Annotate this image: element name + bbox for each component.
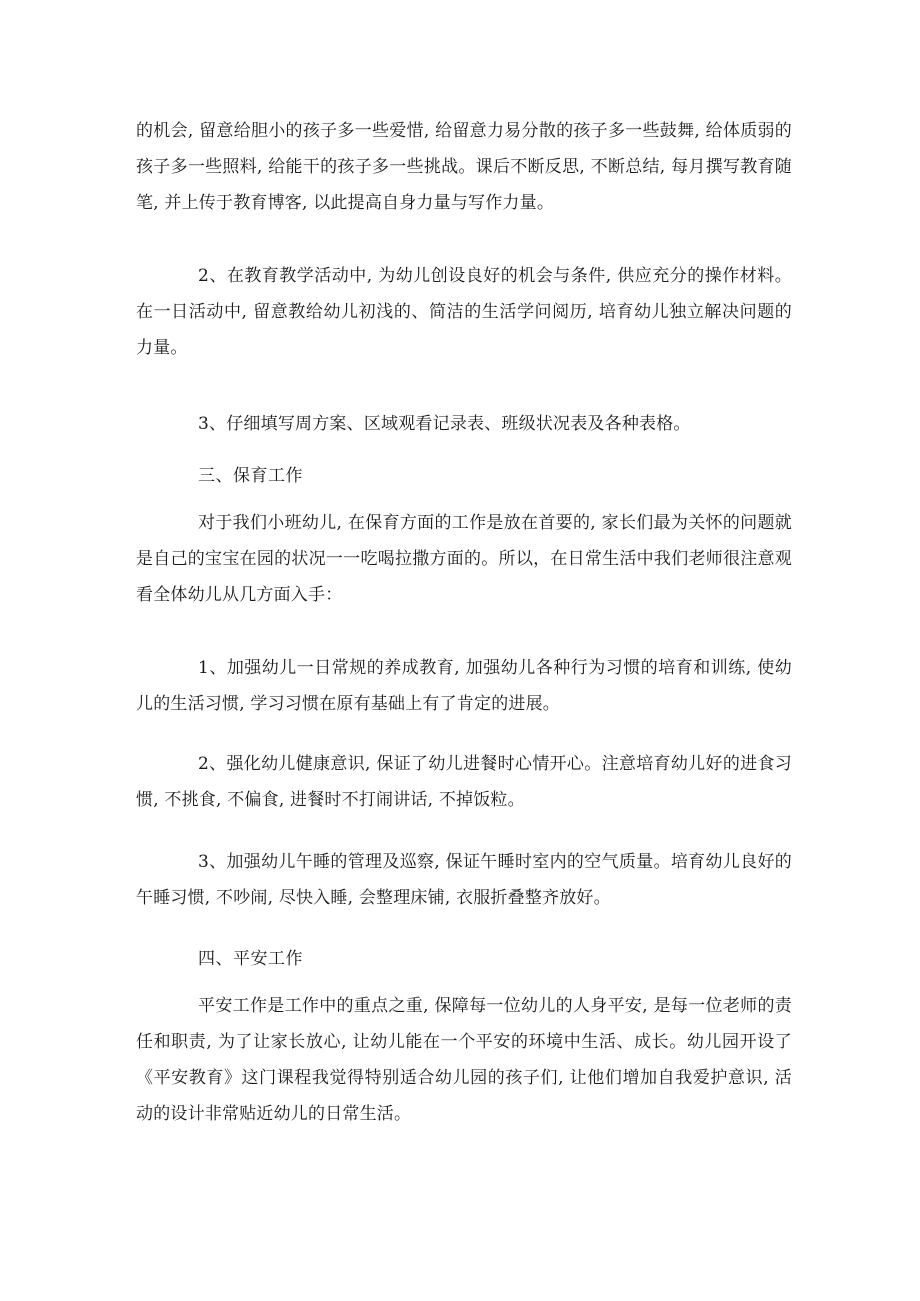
paragraph-item-3: 3、仔细填写周方案、区域观看记录表、班级状况表及各种表格。 [198,414,691,434]
paragraph-childcare-item-3: 3、加强幼儿午睡的管理及巡察, 保证午睡时室内的空气质量。培育幼儿良好的午睡习惯, 不吵闹, 尽快入睡, 会整理床铺, 衣服折叠整齐放好。 [136,852,792,908]
section-heading-childcare: 三、保育工作 [198,466,303,486]
paragraph-childcare-item-2: 2、强化幼儿健康意识, 保证了幼儿进餐时心情开心。注意培育幼儿好的进食习惯, 不挑食, 不偏食, 进餐时不打闹讲话, 不掉饭粒。 [136,754,792,810]
paragraph-childcare-intro: 对于我们小班幼儿, 在保育方面的工作是放在首要的, 家长们最为关怀的问题就是自己的宝宝在园的状况一一吃喝拉撒方面的。所以，在日常生活中我们老师很注意观看全体幼儿从几方面入手： [136,513,792,605]
paragraph-childcare-item-1: 1、加强幼儿一日常规的养成教育, 加强幼儿各种行为习惯的培育和训练, 使幼儿的生活习惯, 学习习惯在原有基础上有了肯定的进展。 [136,658,792,714]
paragraph-safety: 平安工作是工作中的重点之重, 保障每一位幼儿的人身平安, 是每一位老师的责任和职责, 为了让家长放心, 让幼儿能在一个平安的环境中生活、成长。幼儿园开设了《平安教育》这门课程我觉得特别适合幼儿园的孩子们, 让他们增加自我爱护意识, 活动的设计非常贴近幼儿的日常生活。 [136,996,792,1124]
paragraph-item-2: 2、在教育教学活动中, 为幼儿创设良好的机会与条件, 供应充分的操作材料。在一日活动中, 留意教给幼儿初浅的、简洁的生活学问阅历, 培育幼儿独立解决问题的力量。 [136,266,792,358]
section-heading-safety: 四、平安工作 [198,949,303,969]
paragraph-continuation: 的机会, 留意给胆小的孩子多一些爱惜, 给留意力易分散的孩子多一些鼓舞, 给体质弱的孩子多一些照料, 给能干的孩子多一些挑战。课后不断反思, 不断总结, 每月撰写教育随笔, 并上传于教育博客, 以此提高自身力量与写作力量。 [136,121,792,213]
